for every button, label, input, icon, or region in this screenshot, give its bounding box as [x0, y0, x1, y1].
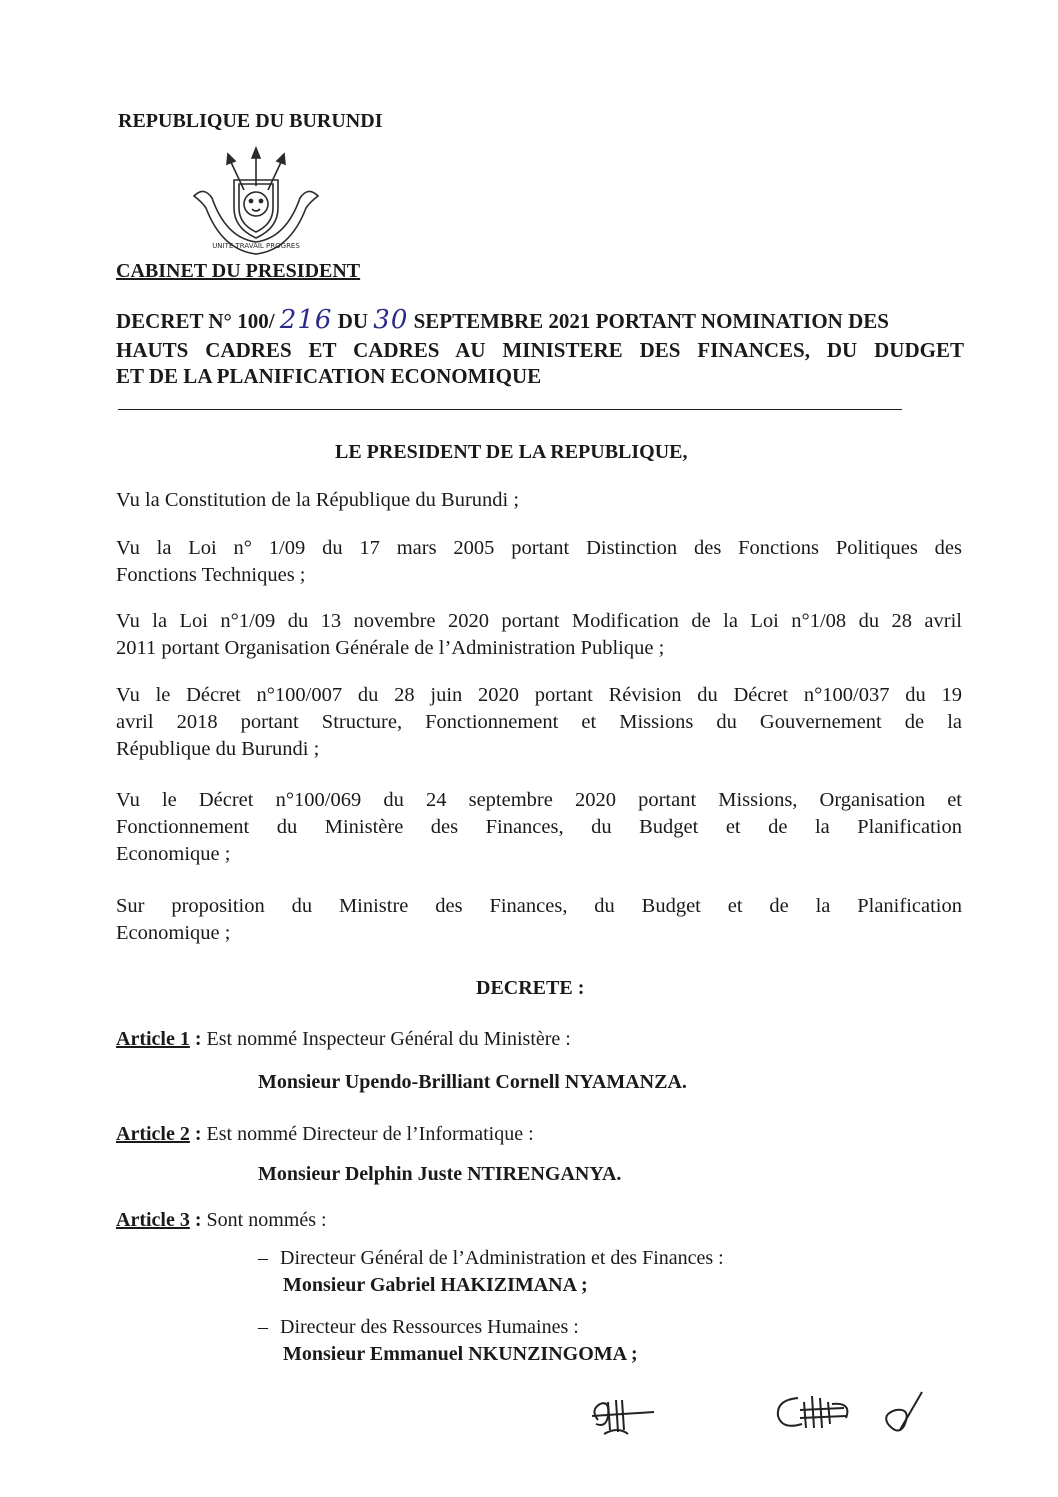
article-2 — [116, 1121, 534, 1148]
decree-day-handwritten: 30 — [373, 305, 409, 335]
article-1-text: Est nommé Inspecteur Général du Ministère : — [206, 1028, 571, 1050]
cabinet-heading: CABINET DU PRESIDENT — [116, 260, 361, 282]
article-1-appointee: Monsieur Upendo-Brilliant Cornell NYAMANZA. — [258, 1071, 687, 1093]
president-heading: LE PRESIDENT DE LA REPUBLIQUE, — [335, 441, 688, 463]
decree-number-prefix: DECRET N° 100/ — [116, 309, 275, 333]
considerant-5-line2: Fonctionnement du Ministère des Finances, du Budget et de la Planification — [116, 816, 962, 838]
article-2-text: Est nommé Directeur de l’Informatique : — [206, 1123, 534, 1145]
considerant-5 — [116, 787, 962, 868]
article-3 — [116, 1207, 327, 1234]
decree-title-rest: SEPTEMBRE 2021 PORTANT NOMINATION DES — [413, 309, 889, 333]
article-3-item-2 — [258, 1314, 579, 1341]
article-3-item-2-role: Directeur des Ressources Humaines : — [280, 1316, 579, 1338]
considerant-3-line2: 2011 portant Organisation Générale de l’Administration Publique ; — [116, 637, 665, 659]
article-2-appointee: Monsieur Delphin Juste NTIRENGANYA. — [258, 1163, 622, 1185]
considerant-4-line3: République du Burundi ; — [116, 738, 320, 760]
decree-du: DU — [337, 309, 369, 333]
article-2-label: Article 2 — [116, 1123, 190, 1145]
considerant-6-line1: Sur proposition du Ministre des Finances, du Budget et de la Planification — [116, 895, 962, 917]
article-3-item-1-appointee: Monsieur Gabriel HAKIZIMANA ; — [283, 1274, 588, 1296]
republic-heading: REPUBLIQUE DU BURUNDI — [118, 110, 383, 132]
initials-signature-2 — [770, 1384, 940, 1444]
decree-title-line2: HAUTS CADRES ET CADRES AU MINISTERE DES FINANCES, DU DUDGET — [116, 338, 964, 362]
considerant-2 — [116, 535, 962, 589]
considerant-2-line1: Vu la Loi n° 1/09 du 17 mars 2005 portant Distinction des Fonctions Politiques des — [116, 537, 962, 559]
considerant-1 — [116, 487, 962, 514]
burundi-coat-of-arms-icon — [186, 146, 326, 258]
considerant-5-line1: Vu le Décret n°100/069 du 24 septembre 2020 portant Missions, Organisation et — [116, 789, 962, 811]
considerant-4-line1: Vu le Décret n°100/007 du 28 juin 2020 portant Révision du Décret n°100/037 du 19 — [116, 684, 962, 706]
considerant-6-line2: Economique ; — [116, 922, 231, 944]
list-bullet: – — [258, 1316, 268, 1338]
decree-number-handwritten: 216 — [279, 305, 333, 335]
considerant-6 — [116, 893, 962, 947]
initials-signature-1 — [588, 1390, 658, 1440]
article-1-sep: : — [189, 1028, 207, 1050]
article-3-sep: : — [189, 1209, 207, 1231]
decrete-heading: DECRETE : — [476, 977, 585, 999]
considerant-2-line2: Fonctions Techniques ; — [116, 564, 306, 586]
considerant-3-line1: Vu la Loi n°1/09 du 13 novembre 2020 portant Modification de la Loi n°1/08 du 28 avril — [116, 610, 962, 632]
considerant-1-text: Vu la Constitution de la République du Burundi ; — [116, 489, 520, 511]
considerant-4 — [116, 682, 962, 763]
considerant-3 — [116, 608, 962, 662]
considerant-4-line2: avril 2018 portant Structure, Fonctionnement et Missions du Gouvernement de la — [116, 711, 962, 733]
article-3-item-1-role: Directeur Général de l’Administration et des Finances : — [280, 1247, 724, 1269]
article-3-text: Sont nommés : — [206, 1209, 327, 1231]
article-1-label: Article 1 — [116, 1028, 190, 1050]
decree-title-line3: ET DE LA PLANIFICATION ECONOMIQUE — [116, 364, 542, 388]
title-divider — [118, 409, 902, 410]
list-bullet: – — [258, 1247, 268, 1269]
considerant-5-line3: Economique ; — [116, 843, 231, 865]
decree-title-line1 — [116, 306, 964, 335]
article-3-item-1 — [258, 1245, 724, 1272]
article-3-label: Article 3 — [116, 1209, 190, 1231]
article-2-sep: : — [189, 1123, 207, 1145]
article-1 — [116, 1026, 571, 1053]
seal-motto: UNITE TRAVAIL PROGRES — [212, 242, 300, 250]
article-3-item-2-appointee: Monsieur Emmanuel NKUNZINGOMA ; — [283, 1343, 638, 1365]
